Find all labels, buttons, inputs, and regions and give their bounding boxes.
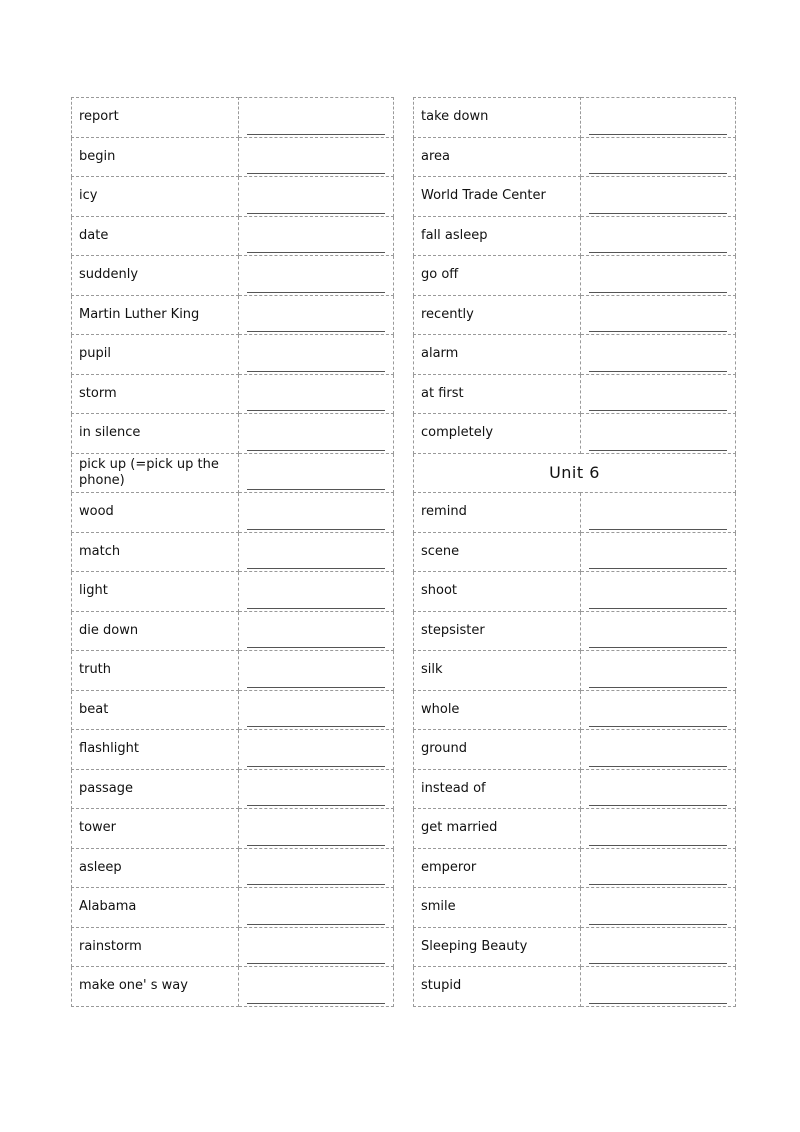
answer-blank[interactable] xyxy=(239,335,394,375)
table-row xyxy=(72,967,394,1007)
vocab-word: recently xyxy=(414,295,581,335)
table-row xyxy=(414,572,736,612)
table-row xyxy=(72,137,394,177)
table-row xyxy=(414,177,736,217)
vocab-word: asleep xyxy=(72,848,239,888)
answer-blank[interactable] xyxy=(239,216,394,256)
vocab-word: in silence xyxy=(72,414,239,454)
answer-blank[interactable] xyxy=(581,769,736,809)
vocab-word: die down xyxy=(72,611,239,651)
vocab-word: stepsister xyxy=(414,611,581,651)
vocab-word: truth xyxy=(72,651,239,691)
table-row xyxy=(72,730,394,770)
answer-blank[interactable] xyxy=(581,651,736,691)
answer-blank[interactable] xyxy=(581,216,736,256)
answer-blank[interactable] xyxy=(239,572,394,612)
table-row xyxy=(72,809,394,849)
answer-blank[interactable] xyxy=(239,651,394,691)
vocab-word: smile xyxy=(414,888,581,928)
table-row xyxy=(414,611,736,651)
answer-blank[interactable] xyxy=(239,374,394,414)
table-row xyxy=(72,335,394,375)
answer-blank[interactable] xyxy=(581,493,736,533)
answer-blank[interactable] xyxy=(581,572,736,612)
table-row xyxy=(72,216,394,256)
table-row xyxy=(414,769,736,809)
table-row xyxy=(414,256,736,296)
answer-blank[interactable] xyxy=(239,848,394,888)
vocab-word: fall asleep xyxy=(414,216,581,256)
table-row xyxy=(72,651,394,691)
table-row xyxy=(72,453,394,493)
vocab-word: shoot xyxy=(414,572,581,612)
answer-blank[interactable] xyxy=(581,888,736,928)
answer-blank[interactable] xyxy=(581,177,736,217)
vocab-word: flashlight xyxy=(72,730,239,770)
answer-blank[interactable] xyxy=(239,967,394,1007)
answer-blank[interactable] xyxy=(581,137,736,177)
table-row xyxy=(72,98,394,138)
vocab-word: silk xyxy=(414,651,581,691)
answer-blank[interactable] xyxy=(581,335,736,375)
answer-blank[interactable] xyxy=(239,137,394,177)
vocab-word: make one' s way xyxy=(72,967,239,1007)
table-row xyxy=(414,888,736,928)
answer-blank[interactable] xyxy=(581,98,736,138)
vocab-word: suddenly xyxy=(72,256,239,296)
answer-blank[interactable] xyxy=(239,453,394,493)
vocab-word: passage xyxy=(72,769,239,809)
vocab-word: rainstorm xyxy=(72,927,239,967)
table-row xyxy=(414,927,736,967)
vocab-word: pupil xyxy=(72,335,239,375)
vocab-word: pick up (=pick up the phone) xyxy=(72,453,239,493)
table-row xyxy=(414,295,736,335)
answer-blank[interactable] xyxy=(239,888,394,928)
vocab-word: World Trade Center xyxy=(414,177,581,217)
vocab-word: at first xyxy=(414,374,581,414)
vocab-word: Martin Luther King xyxy=(72,295,239,335)
vocab-word: wood xyxy=(72,493,239,533)
vocab-word: report xyxy=(72,98,239,138)
answer-blank[interactable] xyxy=(581,256,736,296)
table-row xyxy=(414,374,736,414)
vocab-word: match xyxy=(72,532,239,572)
table-row xyxy=(414,453,736,493)
answer-blank[interactable] xyxy=(581,848,736,888)
vocab-word: Sleeping Beauty xyxy=(414,927,581,967)
vocab-word: whole xyxy=(414,690,581,730)
answer-blank[interactable] xyxy=(581,809,736,849)
table-row xyxy=(72,374,394,414)
vocab-word: beat xyxy=(72,690,239,730)
vocab-word: Alabama xyxy=(72,888,239,928)
vocabulary-table-left xyxy=(71,97,393,1007)
table-row xyxy=(414,532,736,572)
table-row xyxy=(414,848,736,888)
vocab-word: icy xyxy=(72,177,239,217)
table-row xyxy=(414,967,736,1007)
table-row xyxy=(72,493,394,533)
answer-blank[interactable] xyxy=(239,177,394,217)
table-row xyxy=(72,611,394,651)
answer-blank[interactable] xyxy=(581,967,736,1007)
table-row xyxy=(72,888,394,928)
answer-blank[interactable] xyxy=(239,611,394,651)
answer-blank[interactable] xyxy=(239,809,394,849)
table-row xyxy=(414,809,736,849)
vocab-word: completely xyxy=(414,414,581,454)
table-row xyxy=(72,927,394,967)
table-row xyxy=(414,98,736,138)
answer-blank[interactable] xyxy=(239,493,394,533)
vocabulary-table-right xyxy=(413,97,735,1007)
table-row xyxy=(72,532,394,572)
answer-blank[interactable] xyxy=(581,730,736,770)
table-row xyxy=(414,690,736,730)
answer-blank[interactable] xyxy=(581,927,736,967)
table-row xyxy=(414,414,736,454)
answer-blank[interactable] xyxy=(239,927,394,967)
answer-blank[interactable] xyxy=(581,532,736,572)
table-row xyxy=(414,216,736,256)
table-row xyxy=(414,335,736,375)
vocab-word: take down xyxy=(414,98,581,138)
vocab-word: instead of xyxy=(414,769,581,809)
table-row xyxy=(72,177,394,217)
vocab-word: scene xyxy=(414,532,581,572)
vocab-word: date xyxy=(72,216,239,256)
vocab-word: stupid xyxy=(414,967,581,1007)
table-row xyxy=(72,295,394,335)
table-row xyxy=(414,493,736,533)
answer-blank[interactable] xyxy=(581,414,736,454)
table-row xyxy=(72,572,394,612)
answer-blank[interactable] xyxy=(239,295,394,335)
vocab-word: area xyxy=(414,137,581,177)
answer-blank[interactable] xyxy=(239,256,394,296)
vocab-word: get married xyxy=(414,809,581,849)
table-row xyxy=(414,651,736,691)
vocab-word: go off xyxy=(414,256,581,296)
vocab-word: tower xyxy=(72,809,239,849)
vocab-word: begin xyxy=(72,137,239,177)
answer-blank[interactable] xyxy=(239,532,394,572)
table-row xyxy=(414,730,736,770)
vocab-word: emperor xyxy=(414,848,581,888)
table-row xyxy=(72,414,394,454)
table-row xyxy=(414,137,736,177)
vocab-word: ground xyxy=(414,730,581,770)
unit-heading: Unit 6 xyxy=(414,453,736,493)
vocab-word: light xyxy=(72,572,239,612)
answer-blank[interactable] xyxy=(239,730,394,770)
answer-blank[interactable] xyxy=(239,98,394,138)
table-row xyxy=(72,848,394,888)
vocab-word: remind xyxy=(414,493,581,533)
table-row xyxy=(72,256,394,296)
answer-blank[interactable] xyxy=(581,295,736,335)
answer-blank[interactable] xyxy=(581,611,736,651)
answer-blank[interactable] xyxy=(581,374,736,414)
answer-blank[interactable] xyxy=(239,414,394,454)
answer-blank[interactable] xyxy=(239,769,394,809)
vocab-word: alarm xyxy=(414,335,581,375)
vocab-word: storm xyxy=(72,374,239,414)
table-row xyxy=(72,769,394,809)
table-row xyxy=(72,690,394,730)
answer-blank[interactable] xyxy=(581,690,736,730)
answer-blank[interactable] xyxy=(239,690,394,730)
